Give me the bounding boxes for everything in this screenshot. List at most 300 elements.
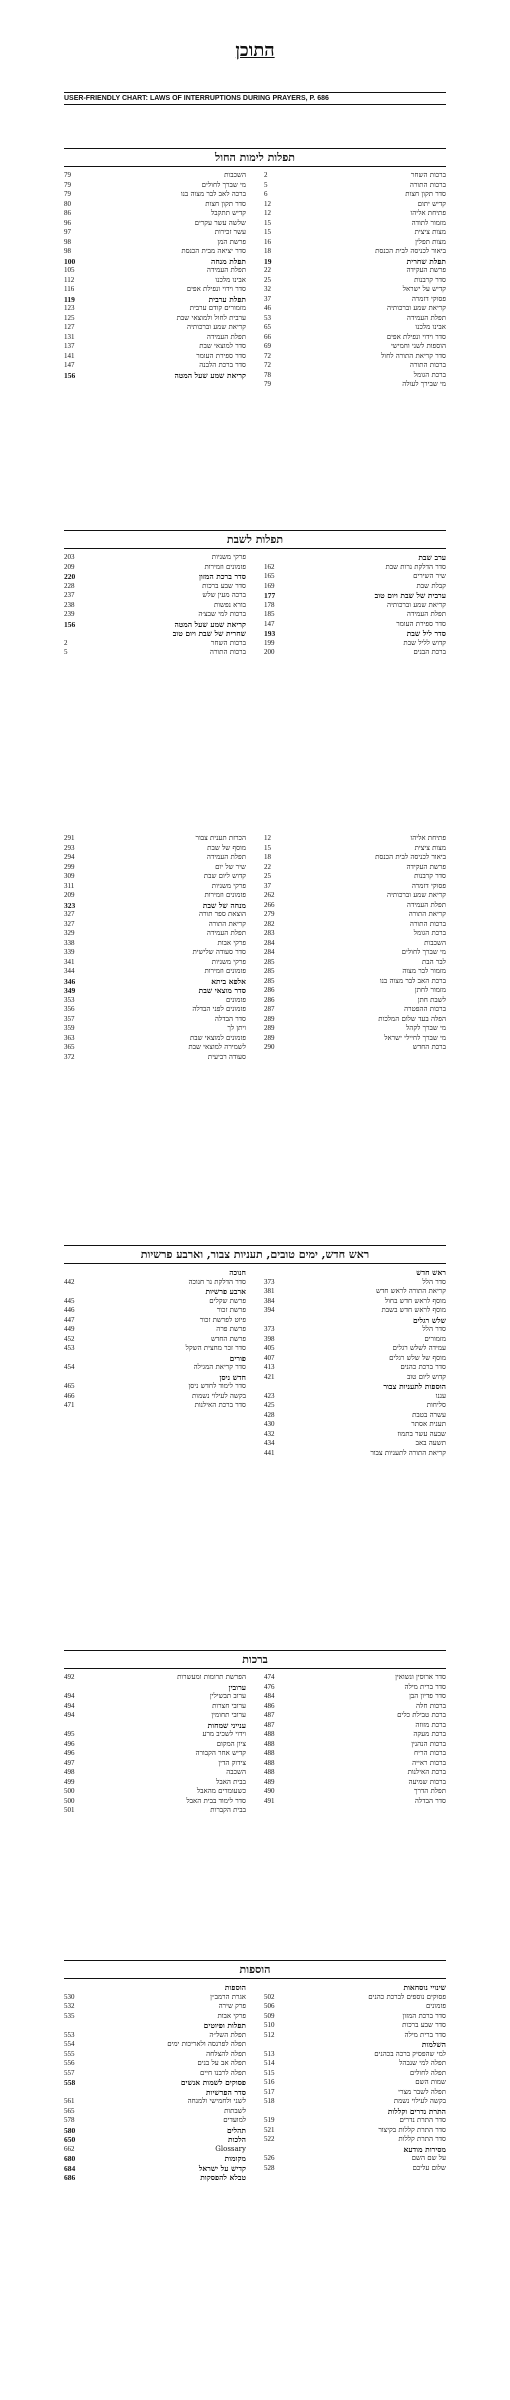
toc-entry[interactable] [264, 1325, 446, 1335]
toc-entry[interactable] [264, 1420, 446, 1430]
entry-page: 466 [64, 1391, 75, 1400]
toc-entry[interactable] [64, 863, 246, 873]
toc-entry[interactable] [264, 295, 446, 305]
toc-entry[interactable] [264, 1043, 446, 1053]
entry-title: תפלה אב על בנים [197, 2059, 246, 2067]
toc-entry[interactable] [64, 304, 246, 314]
toc-entry[interactable] [264, 1015, 446, 1025]
toc-entry[interactable] [64, 2116, 246, 2126]
entry-title: סדר סעודה שלישית [192, 948, 246, 956]
toc-entry[interactable] [264, 639, 446, 649]
entry-title: התרת נדרים וקללות [387, 2106, 446, 2116]
toc-entry[interactable] [264, 1306, 446, 1316]
toc-entry[interactable] [64, 1024, 246, 1034]
toc-entry[interactable] [264, 1401, 446, 1411]
entry-title: מקומות [224, 2154, 246, 2163]
toc-entry[interactable] [264, 380, 446, 390]
toc-entry[interactable] [264, 333, 446, 343]
toc-entry[interactable] [64, 572, 246, 582]
toc-entry[interactable] [64, 1287, 246, 1297]
toc-entry[interactable] [264, 1778, 446, 1788]
toc-entry[interactable] [64, 1806, 246, 1816]
entry-title: לשבתות [224, 2106, 246, 2115]
right-column [264, 834, 446, 1062]
toc-entry[interactable] [64, 266, 246, 276]
toc-entry[interactable] [64, 2097, 246, 2107]
toc-entry[interactable] [64, 228, 246, 238]
toc-entry[interactable] [264, 1692, 446, 1702]
entry-title: אלפא ביתא [211, 976, 246, 986]
toc-entry[interactable] [64, 219, 246, 229]
toc-entry[interactable] [264, 629, 446, 639]
toc-entry[interactable] [64, 591, 246, 601]
right-column [264, 171, 446, 390]
toc-entry[interactable] [264, 2012, 446, 2022]
toc-entry[interactable] [64, 1787, 246, 1797]
entry-title: למי שהפסיק ברכה בכהנים [374, 2049, 446, 2058]
entry-page: 285 [264, 967, 275, 975]
toc-entry[interactable] [64, 1993, 246, 2003]
toc-entry[interactable] [264, 1278, 446, 1288]
toc-entry[interactable] [264, 1024, 446, 1034]
entry-title: שבעה עשר בתמוז [397, 1429, 446, 1438]
entry-page: 561 [64, 2097, 75, 2105]
entry-page: 500 [64, 1796, 75, 1805]
toc-entry[interactable] [64, 333, 246, 343]
toc-entry[interactable] [264, 2050, 446, 2060]
toc-entry[interactable] [264, 276, 446, 286]
toc-entry[interactable] [264, 2126, 446, 2136]
toc-entry[interactable] [264, 1411, 446, 1421]
entry-page: 79 [64, 171, 71, 179]
entry-page: 105 [64, 266, 75, 274]
toc-entry[interactable] [264, 1316, 446, 1326]
toc-entry[interactable] [64, 1759, 246, 1769]
toc-entry[interactable] [264, 2097, 446, 2107]
toc-entry[interactable] [264, 2021, 446, 2031]
toc-entry[interactable] [264, 314, 446, 324]
toc-entry[interactable] [64, 996, 246, 1006]
toc-entry[interactable] [64, 1363, 246, 1373]
toc-entry[interactable] [264, 910, 446, 920]
toc-entry[interactable] [64, 2164, 246, 2174]
toc-entry[interactable] [64, 920, 246, 930]
entry-title: פסוקי דזמרה [411, 294, 446, 303]
entry-title: סדר וידוי ונפילת אפים [186, 285, 246, 293]
entry-page: 228 [64, 581, 75, 590]
entry-page: 65 [264, 323, 271, 331]
toc-entry[interactable] [264, 582, 446, 592]
entry-page: 79 [64, 190, 71, 198]
toc-entry[interactable] [64, 1005, 246, 1015]
entry-page: 494 [64, 1692, 75, 1700]
entry-title: תפלה לחולים [409, 2068, 446, 2077]
toc-entry[interactable] [64, 1721, 246, 1731]
entry-title: ערוב תבשילין [209, 1692, 246, 1700]
toc-entry[interactable] [264, 572, 446, 582]
toc-entry[interactable] [64, 342, 246, 352]
entry-title: ערובי תחומין [211, 1711, 246, 1719]
toc-entry[interactable] [264, 563, 446, 573]
toc-entry[interactable] [64, 601, 246, 611]
toc-entry[interactable] [264, 304, 446, 314]
toc-entry[interactable] [264, 1335, 446, 1345]
entry-title: מוסף של שבת [207, 843, 246, 852]
toc-entry[interactable] [64, 1053, 246, 1063]
entry-title: מוסף של שלש רגלים [389, 1353, 446, 1362]
toc-entry[interactable] [64, 2031, 246, 2041]
entry-title: סליחות [426, 1401, 446, 1409]
toc-entry[interactable] [64, 2107, 246, 2117]
toc-entry[interactable] [64, 1778, 246, 1788]
toc-entry[interactable] [64, 171, 246, 181]
entry-title: סדר קריאת התורה לחול [381, 351, 446, 360]
toc-entry[interactable] [64, 181, 246, 191]
toc-entry[interactable] [264, 1382, 446, 1392]
toc-entry[interactable] [64, 967, 246, 977]
toc-entry[interactable] [264, 2078, 446, 2088]
toc-entry[interactable] [64, 1702, 246, 1712]
toc-entry[interactable] [264, 863, 446, 873]
toc-entry[interactable] [64, 1344, 246, 1354]
toc-entry[interactable] [64, 295, 246, 305]
toc-entry[interactable] [264, 371, 446, 381]
toc-entry[interactable] [64, 929, 246, 939]
entry-page: 193 [264, 629, 276, 638]
entry-page: 373 [264, 1325, 275, 1333]
entry-page: 290 [264, 1043, 275, 1051]
toc-entry[interactable] [64, 553, 246, 563]
toc-entry[interactable] [264, 1034, 446, 1044]
toc-entry[interactable] [64, 834, 246, 844]
toc-entry[interactable] [264, 1768, 446, 1778]
toc-entry[interactable] [64, 648, 246, 658]
entry-title: השכבות [224, 171, 246, 179]
entry-title: מי שברך לחיילי ישראל [384, 1033, 446, 1042]
toc-entry[interactable] [64, 901, 246, 911]
toc-entry[interactable] [264, 1449, 446, 1459]
entry-title: תהלים [226, 2125, 246, 2135]
toc-entry[interactable] [264, 1363, 446, 1373]
entry-title: פרקי משניות [211, 553, 246, 561]
toc-entry[interactable] [64, 2173, 246, 2183]
toc-entry[interactable] [64, 314, 246, 324]
toc-entry[interactable] [64, 882, 246, 892]
toc-entry[interactable] [264, 1797, 446, 1807]
toc-entry[interactable] [64, 1673, 246, 1683]
toc-entry[interactable] [64, 276, 246, 286]
toc-entry[interactable] [64, 2135, 246, 2145]
toc-entry[interactable] [64, 977, 246, 987]
entry-page: 423 [264, 1391, 275, 1400]
toc-entry[interactable] [64, 844, 246, 854]
toc-entry[interactable] [64, 257, 246, 267]
toc-entry[interactable] [64, 582, 246, 592]
entry-page: 156 [64, 370, 76, 380]
entry-page: 509 [264, 2011, 275, 2020]
toc-entry[interactable] [264, 2145, 446, 2155]
entry-page: 262 [264, 891, 275, 899]
entry-page: 413 [264, 1363, 275, 1371]
toc-entry[interactable] [64, 2126, 246, 2136]
toc-entry[interactable] [64, 352, 246, 362]
toc-entry[interactable] [264, 200, 446, 210]
right-column [264, 1983, 446, 2183]
toc-entry[interactable] [64, 1730, 246, 1740]
toc-entry[interactable] [64, 1749, 246, 1759]
toc-entry[interactable] [264, 1005, 446, 1015]
toc-entry[interactable] [264, 181, 446, 191]
toc-entry[interactable] [264, 2031, 446, 2041]
toc-entry[interactable] [64, 2145, 246, 2155]
entry-page: 72 [264, 351, 271, 360]
toc-entry[interactable] [64, 2012, 246, 2022]
toc-entry[interactable] [264, 2164, 446, 2174]
entry-title: סדר ספירת העומר [196, 351, 246, 360]
entry-title: סדר זכר מחצית השקל [185, 1344, 246, 1352]
toc-entry[interactable] [64, 2040, 246, 2050]
section-heading: ראש חדש, ימים טובים, תעניות צבור, וארבע פרשיות [64, 1245, 446, 1264]
toc-entry[interactable] [264, 1683, 446, 1693]
toc-entry[interactable] [64, 2021, 246, 2031]
entry-title: סדר ברכת האילנות [194, 1401, 246, 1409]
entry-title: קריאת שמע וברכותיה [387, 891, 446, 899]
toc-entry[interactable] [264, 352, 446, 362]
toc-entry[interactable] [264, 238, 446, 248]
toc-entry[interactable] [264, 1983, 446, 1993]
toc-entry[interactable] [264, 266, 446, 276]
toc-entry[interactable] [64, 910, 246, 920]
toc-entry[interactable] [64, 1740, 246, 1750]
toc-entry[interactable] [64, 361, 246, 371]
entry-page: 488 [264, 1768, 275, 1776]
toc-entry[interactable] [264, 2154, 446, 2164]
entry-title: תפלות ופיוטים [203, 2021, 246, 2030]
toc-entry[interactable] [64, 958, 246, 968]
toc-entry[interactable] [64, 247, 246, 257]
toc-entry[interactable] [264, 1287, 446, 1297]
toc-entry[interactable] [64, 1043, 246, 1053]
toc-entry[interactable] [264, 257, 446, 267]
entry-page: 359 [64, 1024, 75, 1032]
toc-entry[interactable] [264, 2107, 446, 2117]
entry-title: כשעומדים מהאבל [196, 1787, 246, 1795]
toc-entry[interactable] [64, 2154, 246, 2164]
toc-entry[interactable] [264, 1392, 446, 1402]
toc-entry[interactable] [264, 2040, 446, 2050]
toc-entry[interactable] [64, 1382, 246, 1392]
toc-entry[interactable] [64, 238, 246, 248]
toc-entry[interactable] [264, 610, 446, 620]
toc-entry[interactable] [264, 361, 446, 371]
toc-entry[interactable] [64, 1683, 246, 1693]
toc-entry[interactable] [264, 986, 446, 996]
entry-title: מי שבירך לעולה [402, 380, 446, 388]
toc-entry[interactable] [264, 891, 446, 901]
entry-title: קדוש ליום טוב [407, 1372, 446, 1381]
toc-entry[interactable] [64, 1297, 246, 1307]
entry-page: 499 [64, 1777, 75, 1786]
toc-entry[interactable] [264, 219, 446, 229]
toc-entry[interactable] [264, 853, 446, 863]
entry-page: 285 [264, 976, 275, 985]
toc-entry[interactable] [64, 1354, 246, 1364]
entry-title: אבינו מלכנו [415, 323, 446, 331]
toc-entry[interactable] [264, 1297, 446, 1307]
toc-entry[interactable] [264, 996, 446, 1006]
toc-entry[interactable] [264, 958, 446, 968]
toc-entry[interactable] [64, 1392, 246, 1402]
toc-entry[interactable] [64, 853, 246, 863]
toc-entry[interactable] [264, 929, 446, 939]
toc-entry[interactable] [264, 171, 446, 181]
toc-entry[interactable] [64, 1797, 246, 1807]
entry-page: 517 [264, 2087, 275, 2096]
entry-title: פסוקים לשמות אנשים [180, 2078, 246, 2087]
toc-entry[interactable] [264, 2088, 446, 2098]
entry-page: 513 [264, 2049, 275, 2058]
toc-entry[interactable] [264, 1439, 446, 1449]
toc-entry[interactable] [64, 639, 246, 649]
entry-page: 185 [264, 610, 275, 618]
toc-entry[interactable] [64, 1373, 246, 1383]
toc-entry[interactable] [64, 610, 246, 620]
toc-entry[interactable] [64, 1983, 246, 1993]
entry-title: אגרת הרמב״ן [210, 1992, 246, 2001]
left-column [64, 553, 246, 658]
toc-entry[interactable] [64, 620, 246, 630]
toc-entry[interactable] [64, 891, 246, 901]
toc-entry[interactable] [264, 285, 446, 295]
toc-entry[interactable] [64, 1034, 246, 1044]
toc-entry[interactable] [64, 2069, 246, 2079]
toc-entry[interactable] [264, 323, 446, 333]
toc-entry[interactable] [64, 1401, 246, 1411]
toc-entry[interactable] [264, 1354, 446, 1364]
toc-entry[interactable] [64, 285, 246, 295]
entry-title: ברכות הנהנין [411, 1739, 446, 1748]
toc-entry[interactable] [264, 209, 446, 219]
toc-entry[interactable] [64, 2059, 246, 2069]
toc-entry[interactable] [64, 1268, 246, 1278]
toc-entry[interactable] [264, 939, 446, 949]
entry-title: תפלת העמידה [406, 900, 446, 909]
toc-entry[interactable] [264, 1749, 446, 1759]
entry-page: 487 [264, 1711, 275, 1719]
entry-title: ברכות ראייה [412, 1758, 446, 1767]
toc-entry[interactable] [264, 342, 446, 352]
toc-entry[interactable] [264, 948, 446, 958]
entry-title: סדר הלל [422, 1325, 446, 1333]
toc-entry[interactable] [64, 2002, 246, 2012]
toc-entry[interactable] [64, 1278, 246, 1288]
toc-entry[interactable] [264, 1373, 446, 1383]
toc-entry[interactable] [264, 882, 446, 892]
toc-entry[interactable] [64, 1768, 246, 1778]
toc-entry[interactable] [264, 872, 446, 882]
entry-page: 474 [264, 1673, 275, 1681]
toc-entry[interactable] [264, 601, 446, 611]
toc-entry[interactable] [264, 591, 446, 601]
toc-entry[interactable] [64, 872, 246, 882]
toc-entry[interactable] [64, 986, 246, 996]
toc-entry[interactable] [264, 1730, 446, 1740]
toc-entry[interactable] [264, 553, 446, 563]
toc-entry[interactable] [264, 1702, 446, 1712]
entry-page: 97 [64, 228, 71, 236]
left-column [64, 1268, 246, 1458]
toc-entry[interactable] [264, 844, 446, 854]
toc-entry[interactable] [264, 228, 446, 238]
toc-entry[interactable] [64, 200, 246, 210]
toc-entry[interactable] [64, 939, 246, 949]
entry-title: ברכות התורה [409, 919, 446, 928]
toc-entry[interactable] [264, 920, 446, 930]
entry-title: שחרית של שבת ויום טוב [172, 629, 246, 638]
toc-entry[interactable] [64, 2088, 246, 2098]
toc-entry[interactable] [264, 977, 446, 987]
toc-entry[interactable] [264, 967, 446, 977]
toc-entry[interactable] [64, 209, 246, 219]
toc-entry[interactable] [64, 563, 246, 573]
entry-title: ברכת מעקה [413, 1730, 446, 1738]
toc-entry[interactable] [64, 371, 246, 381]
toc-entry[interactable] [264, 648, 446, 658]
entry-page: 476 [264, 1682, 275, 1691]
toc-entry[interactable] [64, 2050, 246, 2060]
toc-entry[interactable] [264, 1740, 446, 1750]
toc-entry[interactable] [264, 1759, 446, 1769]
entry-title: סדר קריאת המגילה [193, 1363, 246, 1371]
entry-title: מי שברך לחולים [401, 948, 446, 956]
toc-entry[interactable] [264, 2069, 446, 2079]
toc-entry[interactable] [264, 901, 446, 911]
entry-title: סדר תקון חצות [205, 199, 246, 208]
toc-entry[interactable] [64, 1015, 246, 1025]
entry-title: הלכות [228, 2135, 246, 2144]
toc-entry[interactable] [64, 1325, 246, 1335]
toc-entry[interactable] [64, 629, 246, 639]
toc-entry[interactable] [64, 323, 246, 333]
toc-entry[interactable] [264, 834, 446, 844]
toc-entry[interactable] [264, 1721, 446, 1731]
toc-entry[interactable] [264, 190, 446, 200]
toc-entry[interactable] [264, 620, 446, 630]
toc-entry[interactable] [64, 1711, 246, 1721]
toc-entry[interactable] [264, 2116, 446, 2126]
entry-title: פתיחת אליהו [410, 834, 446, 842]
toc-entry[interactable] [64, 2078, 246, 2088]
toc-entry[interactable] [264, 1344, 446, 1354]
toc-entry[interactable] [64, 1306, 246, 1316]
toc-entry[interactable] [264, 2002, 446, 2012]
toc-entry[interactable] [64, 1335, 246, 1345]
toc-entry[interactable] [264, 1787, 446, 1797]
toc-entry[interactable] [64, 1692, 246, 1702]
toc-entry[interactable] [264, 2135, 446, 2145]
toc-entry[interactable] [264, 1711, 446, 1721]
toc-entry[interactable] [64, 1316, 246, 1326]
toc-entry[interactable] [264, 1673, 446, 1683]
toc-entry[interactable] [264, 1993, 446, 2003]
toc-entry[interactable] [64, 948, 246, 958]
toc-entry[interactable] [264, 1268, 446, 1278]
toc-entry[interactable] [264, 247, 446, 257]
toc-entry[interactable] [264, 2059, 446, 2069]
entry-page: 22 [264, 266, 271, 274]
toc-entry[interactable] [264, 1430, 446, 1440]
toc-entry[interactable] [64, 190, 246, 200]
